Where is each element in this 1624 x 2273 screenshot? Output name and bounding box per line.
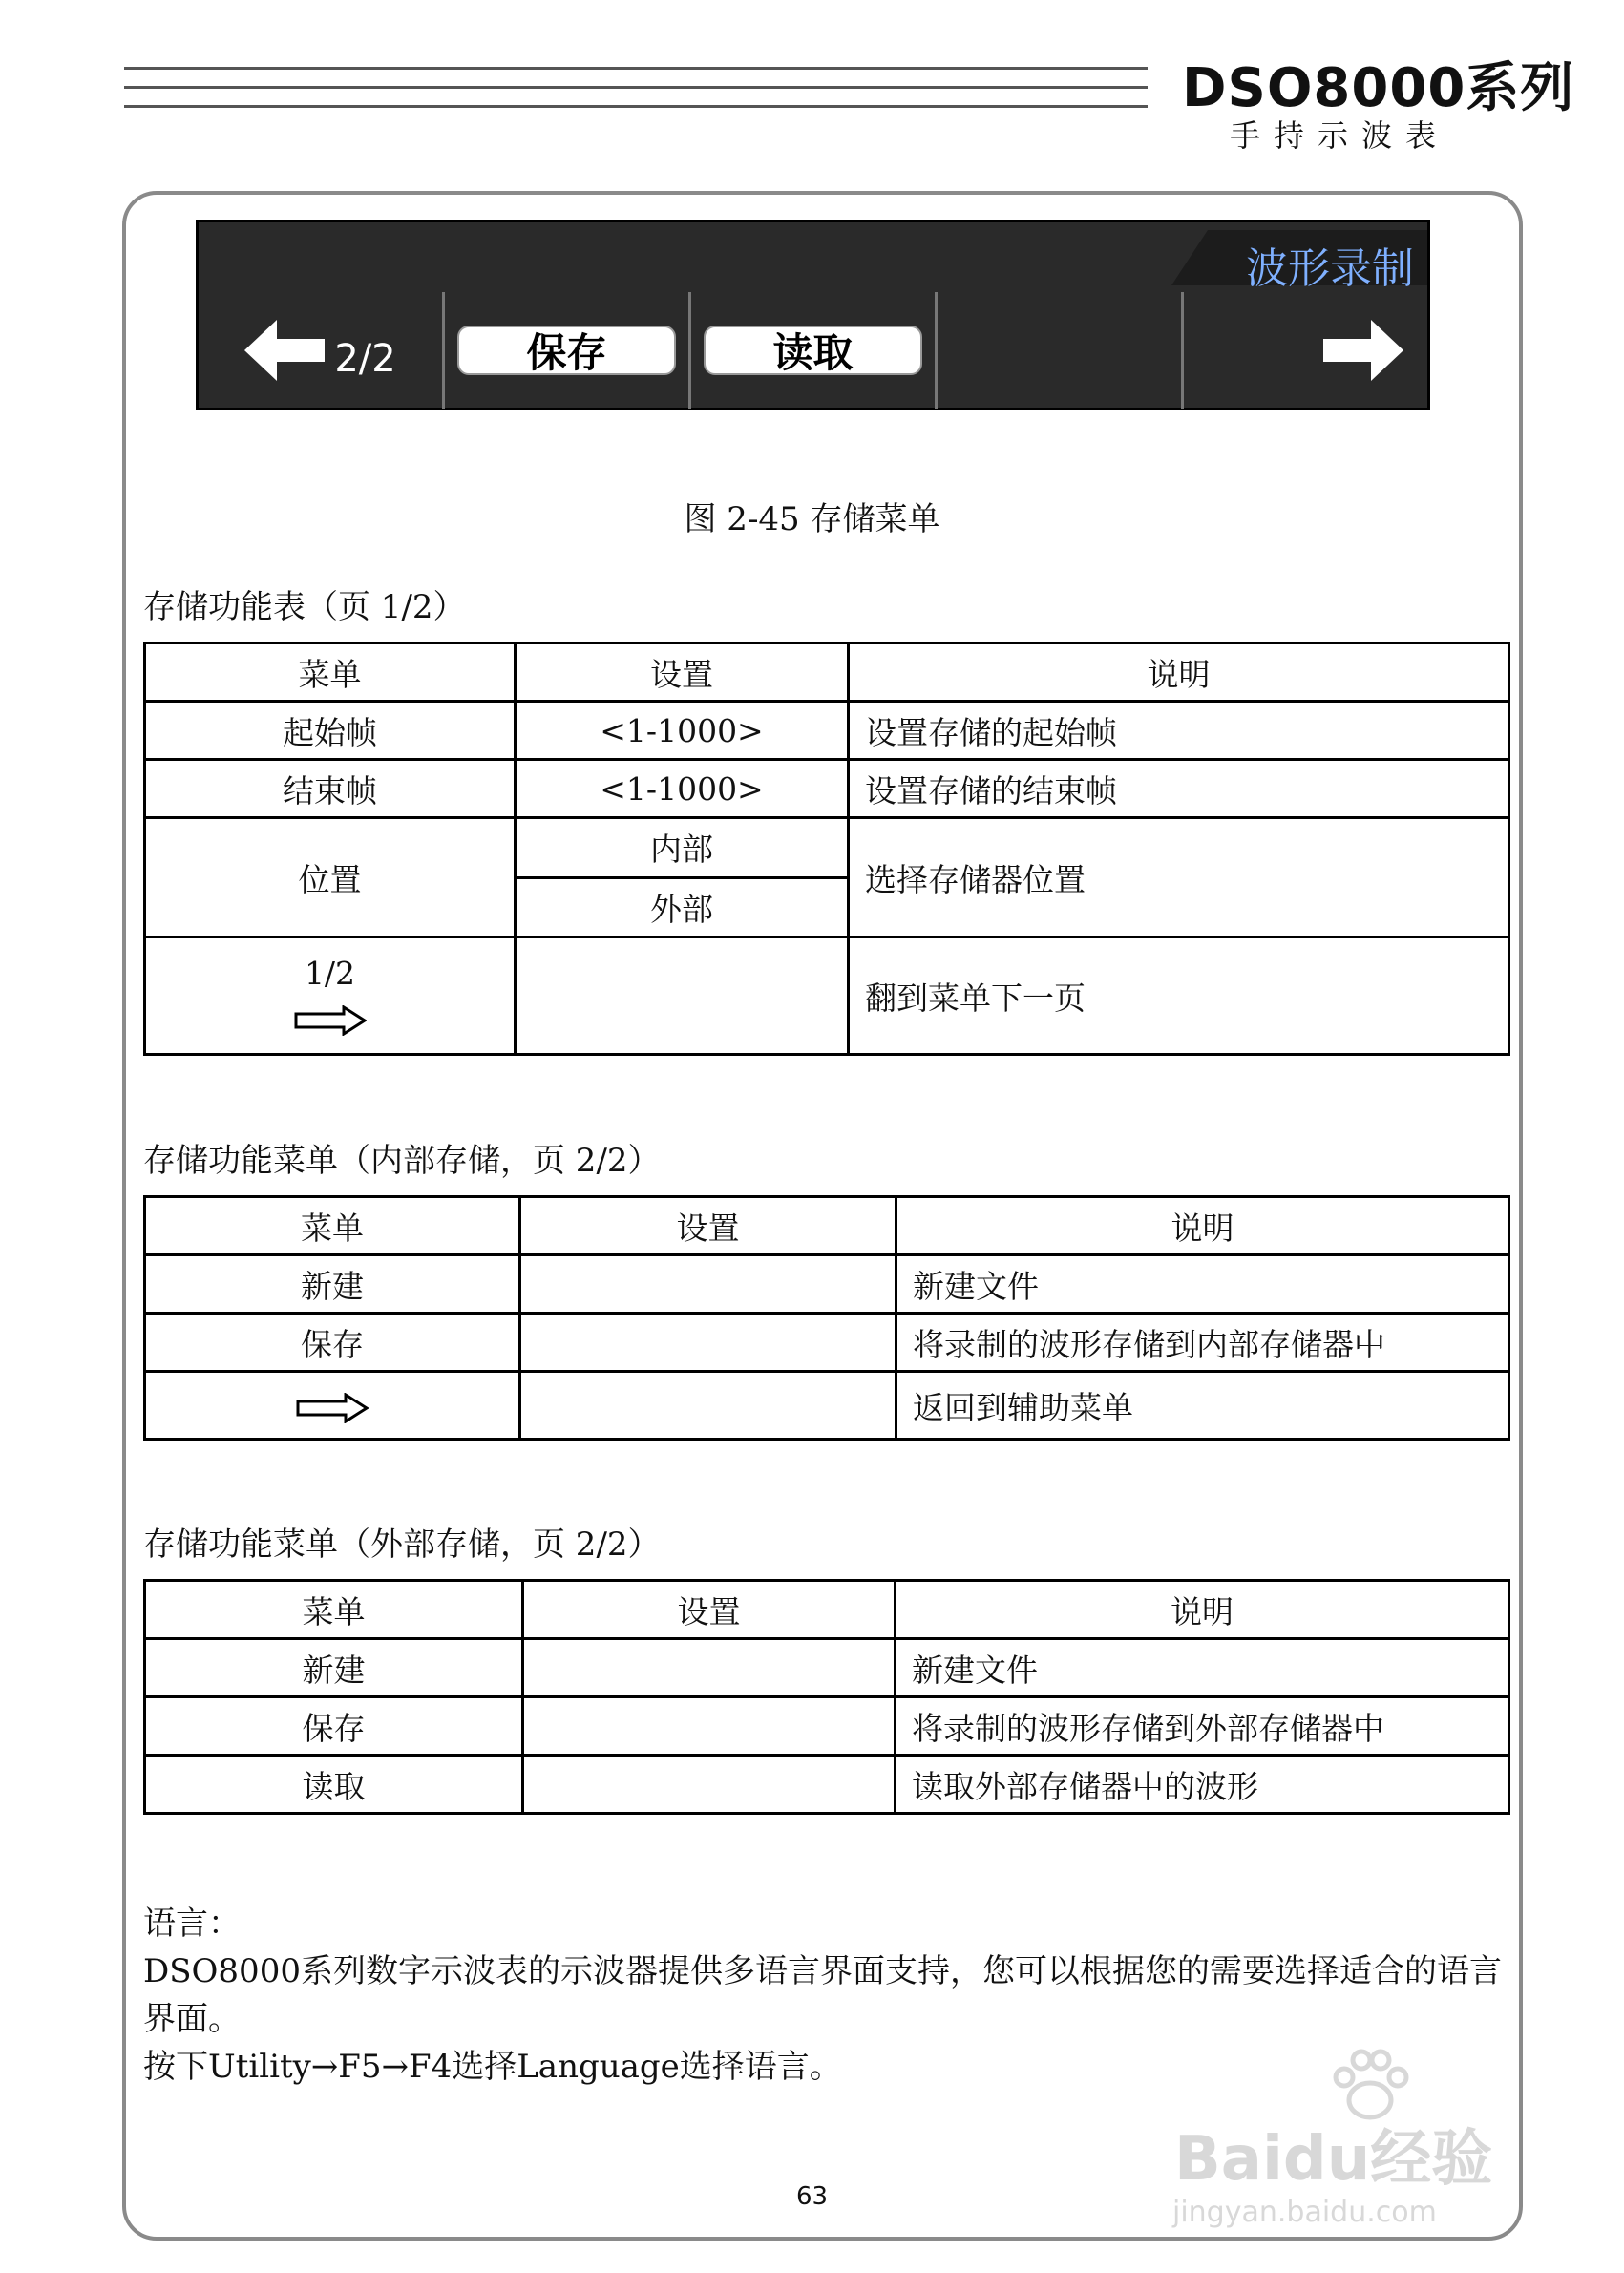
cell-setting: 内部: [516, 818, 849, 878]
softkey-next-page[interactable]: [1181, 292, 1427, 409]
cell-menu: [145, 1372, 520, 1440]
table-row: [145, 937, 1509, 1055]
table3-title: 存储功能菜单（外部存储，页 2/2）: [143, 1526, 661, 1564]
cell-desc: 将录制的波形存储到外部存储器中: [896, 1697, 1509, 1756]
cell-desc: 设置存储的起始帧: [849, 702, 1509, 760]
table-row: [145, 1372, 1509, 1440]
cell-setting: 外部: [516, 877, 849, 937]
cell-desc: 读取外部存储器中的波形: [896, 1756, 1509, 1814]
cell-setting: [523, 1697, 896, 1756]
softkey-row: [199, 292, 1427, 409]
left-arrow-icon: [244, 318, 325, 383]
watermark-url: jingyan.baidu.com: [1172, 2196, 1437, 2229]
header-rule-lines: [124, 67, 1148, 124]
col-header-menu: 菜单: [145, 1581, 523, 1639]
col-header-menu: 菜单: [145, 1197, 520, 1255]
page-fraction: 1/2: [304, 955, 356, 992]
cell-menu: [145, 937, 516, 1055]
softkey-save[interactable]: [442, 292, 688, 409]
right-arrow-outline-icon: [294, 1000, 367, 1037]
cell-setting: [516, 937, 849, 1055]
language-instruction: 按下Utility→F5→F4选择Language选择语言。: [143, 2048, 842, 2086]
col-header-setting: 设置: [516, 643, 849, 702]
cell-menu: 新建: [145, 1639, 523, 1697]
col-header-menu: 菜单: [145, 643, 516, 702]
cell-desc: 新建文件: [896, 1639, 1509, 1697]
cell-setting: [520, 1372, 896, 1440]
table3: [143, 1579, 1510, 1815]
table-header-row: [145, 1581, 1509, 1639]
header-title: DSO8000系列: [1182, 57, 1575, 119]
cell-setting: <1-1000>: [516, 760, 849, 818]
table-row: [145, 1639, 1509, 1697]
figure-caption: 图 2-45 存储菜单: [684, 500, 940, 538]
cell-desc: 新建文件: [896, 1255, 1509, 1314]
cell-menu: 读取: [145, 1756, 523, 1814]
table-row: [145, 702, 1509, 760]
cell-desc: 选择存储器位置: [849, 818, 1509, 937]
table1-title: 存储功能表（页 1/2）: [143, 588, 466, 626]
softkey-empty[interactable]: [935, 292, 1181, 409]
cell-desc: 将录制的波形存储到内部存储器中: [896, 1314, 1509, 1372]
cell-desc: 返回到辅助菜单: [896, 1372, 1509, 1440]
cell-setting: <1-1000>: [516, 702, 849, 760]
cell-setting: [523, 1756, 896, 1814]
right-arrow-icon: [1323, 318, 1403, 383]
table-header-row: [145, 643, 1509, 702]
col-header-setting: 设置: [520, 1197, 896, 1255]
save-button[interactable]: 保存: [457, 326, 675, 375]
col-header-setting: 设置: [523, 1581, 896, 1639]
page-indicator: 2/2: [334, 337, 396, 381]
table2-title: 存储功能菜单（内部存储，页 2/2）: [143, 1142, 661, 1180]
softkey-prev-page[interactable]: [199, 292, 442, 409]
cell-setting: [520, 1314, 896, 1372]
watermark: [1146, 2043, 1547, 2243]
table-header-row: [145, 1197, 1509, 1255]
col-header-desc: 说明: [896, 1581, 1509, 1639]
language-heading: 语言：: [143, 1905, 241, 1943]
right-arrow-outline-icon: [296, 1387, 369, 1424]
watermark-logo: Baidu经验: [1174, 2124, 1493, 2195]
menu-title: 波形录制: [1246, 244, 1414, 293]
cell-menu: 起始帧: [145, 702, 516, 760]
scope-menu-bar: [196, 220, 1430, 410]
cell-menu: 位置: [145, 818, 516, 937]
cell-setting: [523, 1639, 896, 1697]
cell-menu: 保存: [145, 1697, 523, 1756]
table-row: [145, 760, 1509, 818]
table-row: [145, 818, 1509, 878]
header-subtitle: 手持示波表: [1230, 117, 1450, 154]
col-header-desc: 说明: [896, 1197, 1509, 1255]
table2: [143, 1195, 1510, 1441]
table-row: [145, 1697, 1509, 1756]
table-row: [145, 1314, 1509, 1372]
table1: [143, 642, 1510, 1056]
cell-desc: 设置存储的结束帧: [849, 760, 1509, 818]
cell-desc: 翻到菜单下一页: [849, 937, 1509, 1055]
softkey-load[interactable]: [688, 292, 935, 409]
col-header-desc: 说明: [849, 643, 1509, 702]
cell-menu: 结束帧: [145, 760, 516, 818]
cell-menu: 保存: [145, 1314, 520, 1372]
cell-menu: 新建: [145, 1255, 520, 1314]
cell-setting: [520, 1255, 896, 1314]
load-button[interactable]: 读取: [704, 326, 921, 375]
table-row: [145, 1255, 1509, 1314]
page-number: 63: [795, 2182, 829, 2211]
language-paragraph: DSO8000系列数字示波表的示波器提供多语言界面支持，您可以根据您的需要选择适合的语言界面。: [143, 1952, 1502, 2038]
table-row: [145, 1756, 1509, 1814]
